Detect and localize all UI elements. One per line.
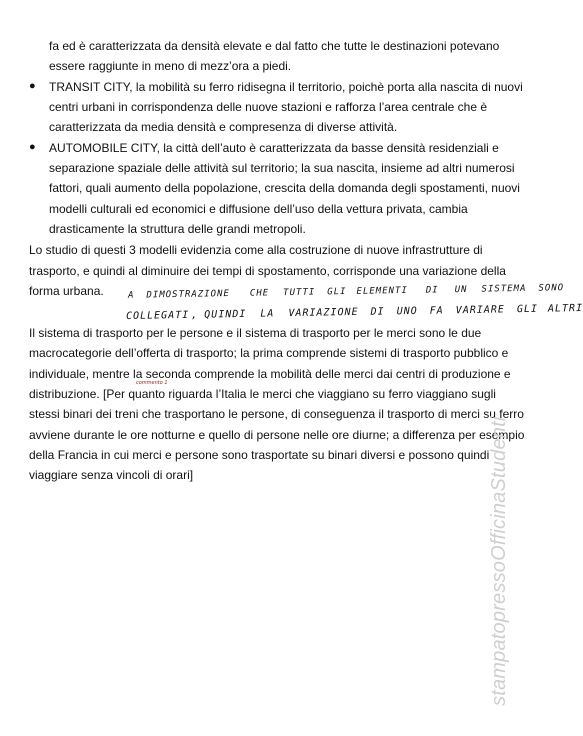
text-line: TRANSIT CITY, la mobilità su ferro ridisegna il territorio, poichè porta alla nascita di nuovi [49,80,523,94]
handwritten-word: FA [429,305,444,317]
text-line: individuale, mentre la seconda comprende la mobilità delle merci dai centri di produzione e [29,367,511,381]
text-line: avviene durante le ore notturne e quello di persone nelle ore diurne; a differenza per esempio [29,428,525,442]
handwritten-word: A [127,290,135,301]
handwritten-word: VARIAZIONE [288,306,359,320]
text-line: Il sistema di trasporto per le persone e il sistema di trasporto per le merci sono le due [29,326,482,340]
bullet-icon: ● [29,80,36,92]
handwritten-word: CHE [249,288,270,299]
text-line: trasporto, e quindi al diminuire dei tempi di spostamento, corrisponde una variazione della [29,264,506,278]
text-line: drasticamente la struttura delle grandi metropoli. [49,222,306,236]
text-line: fattori, quali aumento della popolazione, crescita della domanda degli spostamenti, nuovi [49,181,520,195]
handwritten-word: ALTRI [547,303,583,315]
watermark: stampatopressoOfficinaStudenti [488,416,510,706]
text-line: separazione spaziale delle attività sul territorio; la sua nascita, insieme ad altri numerosi [49,161,515,175]
text-line: viaggiare senza vincoli di orari] [29,468,194,482]
margin-annotation: commento 1 [136,380,168,386]
text-line: stessi binari dei treni che trasportano le persone, di conseguenza il trasporto di merci su ferro [29,407,524,421]
text-line: fa ed è caratterizzata da densità elevate e dal fatto che tutte le destinazioni potevano [49,39,500,53]
handwritten-word: SONO [538,283,565,294]
bullet-icon: ● [29,141,36,153]
handwritten-word: DI [370,306,385,318]
handwritten-note-line-2 [126,303,583,322]
handwritten-word: VARIARE [455,304,505,317]
handwritten-word: UN [454,284,468,296]
text-line: distribuzione. [Per quanto riguarda l’Italia le merci che viaggiano su ferro viaggiano sugli [29,387,496,401]
text-line: centri urbani in corrispondenza delle nuove stazioni e rafforza l’area centrale che è [49,100,488,114]
handwritten-word: GLI [516,303,539,316]
handwritten-word: , [191,309,199,321]
handwritten-word: SISTEMA [481,283,527,295]
handwritten-word: QUINDI [204,308,247,321]
handwritten-word: DIMOSTRAZIONE [146,289,230,301]
handwritten-word: ELEMENTI [356,285,408,297]
text-line: caratterizzata da media densità e compresenza di diverse attività. [49,120,398,134]
handwritten-word: GLI [327,286,347,298]
text-line: essere raggiunte in meno di mezz’ora a piedi. [49,59,292,73]
handwritten-word: UNO [396,305,418,318]
text-line: Lo studio di questi 3 modelli evidenzia come alla costruzione di nuove infrastrutture di [29,243,483,257]
text-line: modelli culturali ed economici e diffusione dell’uso della vettura privata, cambia [49,202,468,216]
text-line: della Francia in cui merci e persone sono trasportate su binari diversi e possono quindi [29,448,490,462]
handwritten-word: LA [260,308,275,320]
handwritten-word: COLLEGATI [125,309,190,322]
handwritten-word: TUTTI [283,287,316,299]
text-line: forma urbana. [29,284,104,298]
text-line: macrocategorie dell’offerta di trasporto; la prima comprende sistemi di trasporto pubblico e [29,346,509,360]
handwritten-note-line-1 [128,283,564,301]
text-line: AUTOMOBILE CITY, la città dell’auto è caratterizzata da basse densità residenziali e [49,141,499,155]
handwritten-word: DI [425,285,439,296]
